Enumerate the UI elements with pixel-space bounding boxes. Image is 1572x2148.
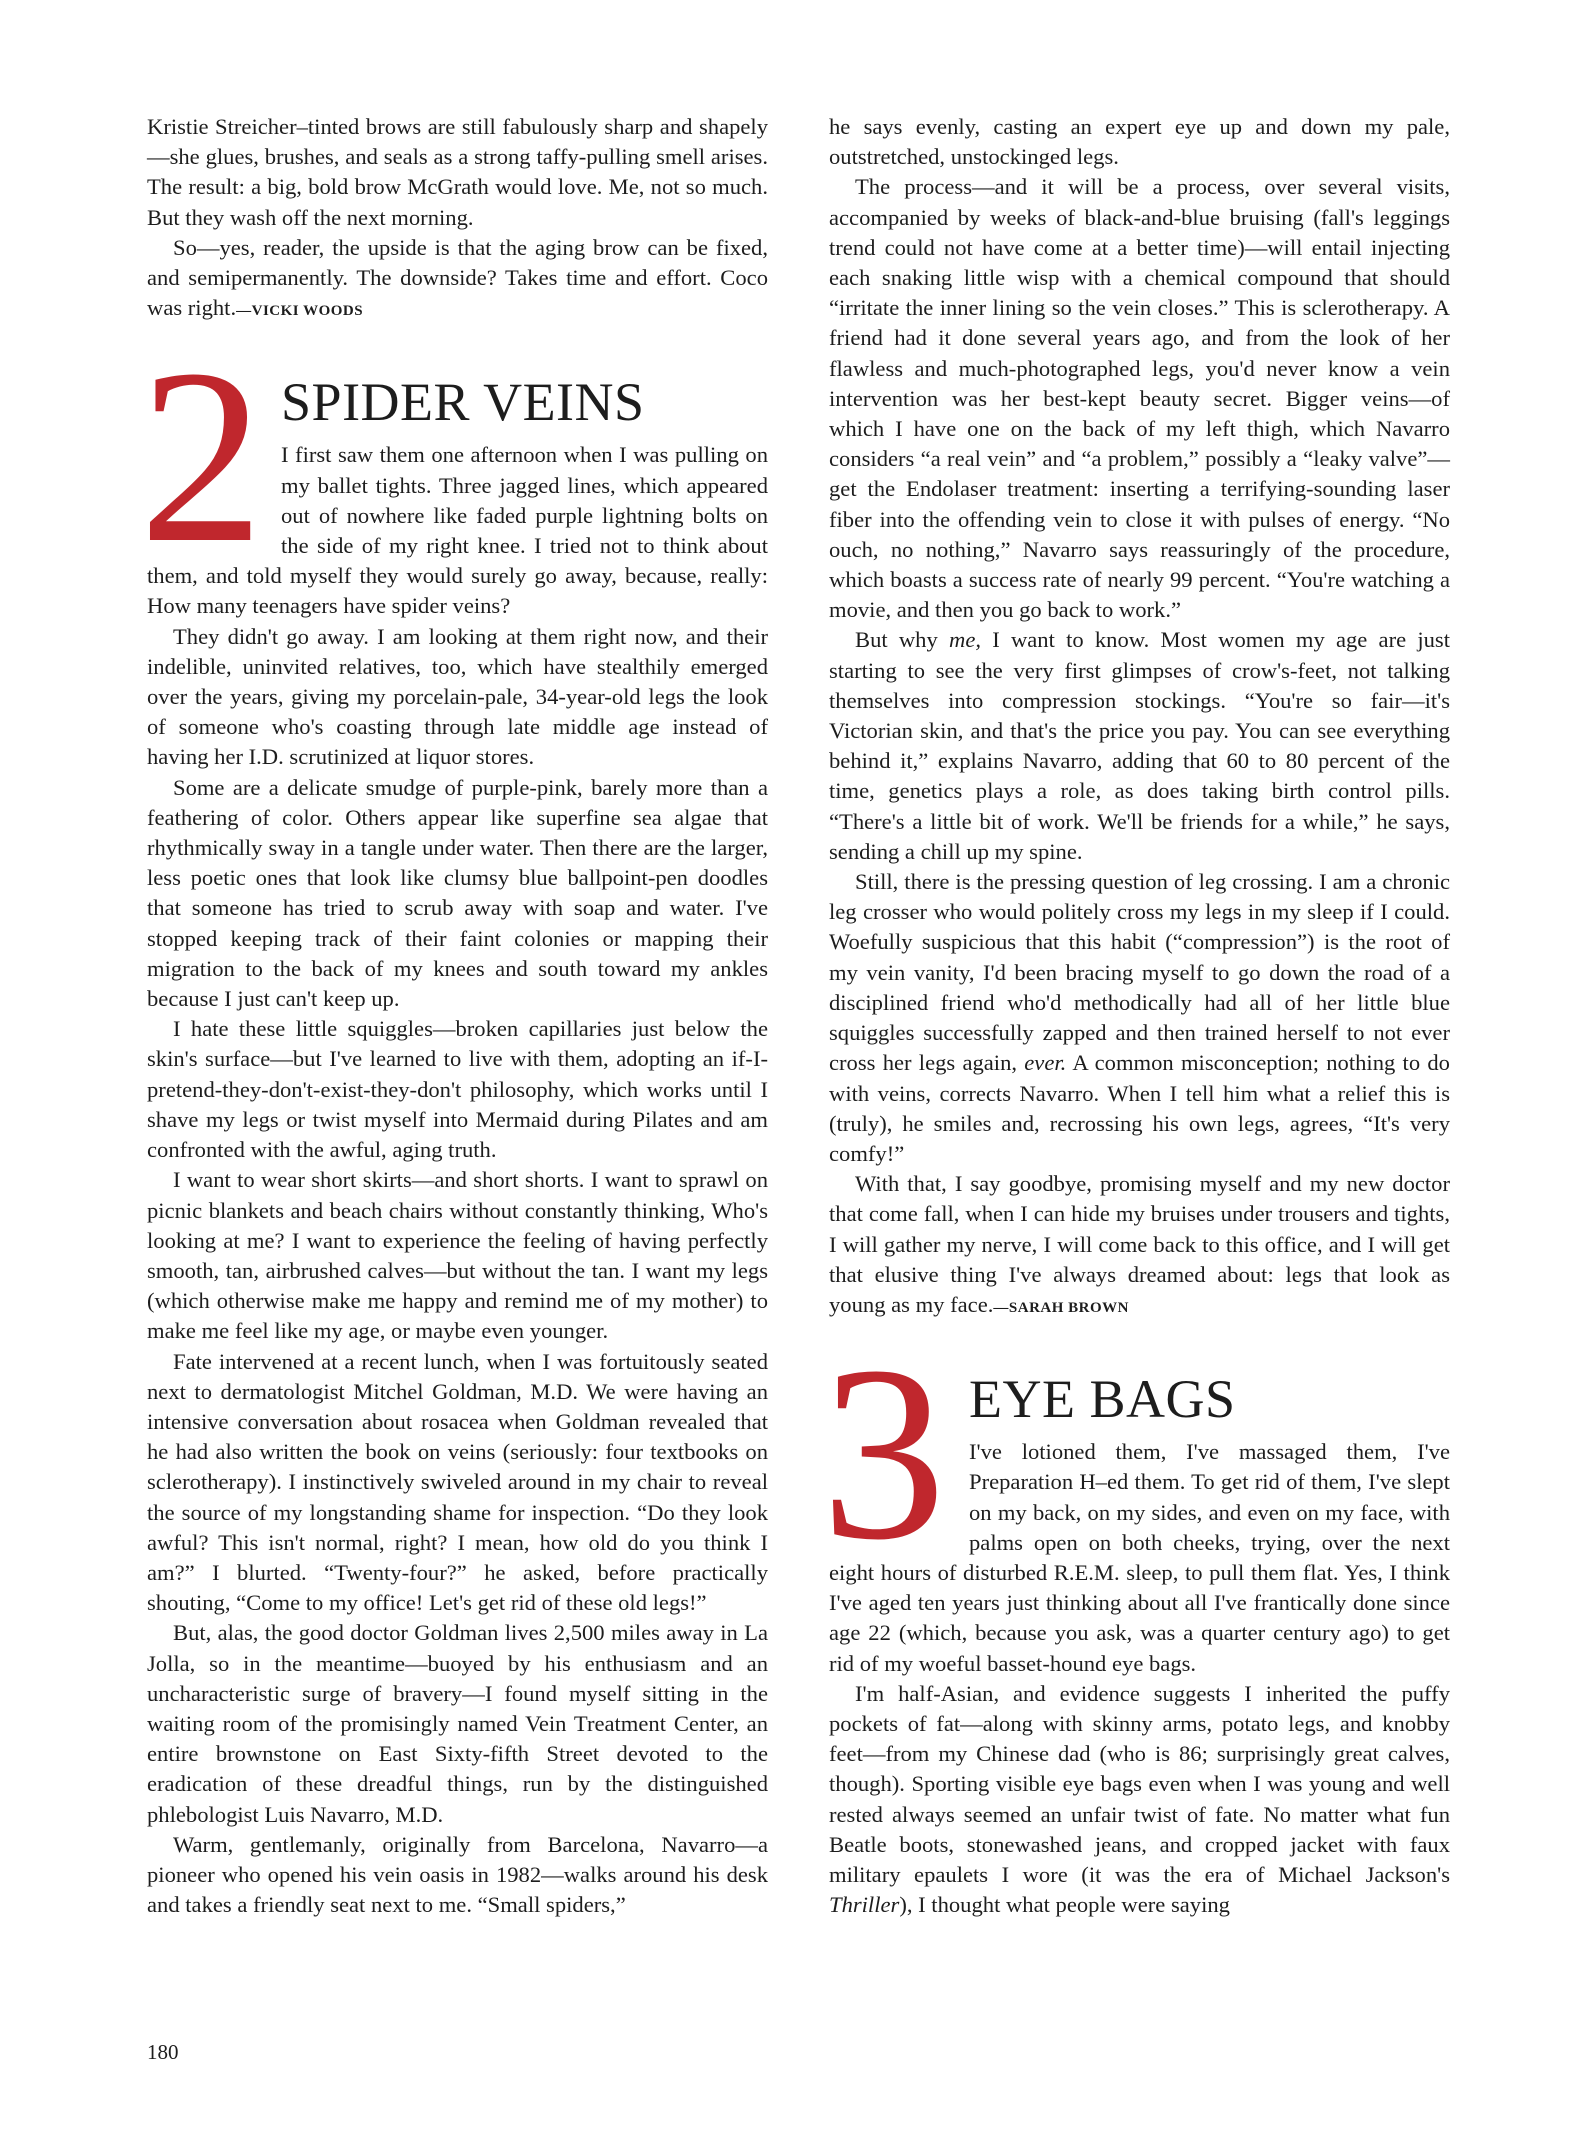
page-number: 180 xyxy=(147,2040,179,2064)
body-paragraph: With that, I say goodbye, promising myself and my new doctor that come fall, when I can hide my bruises under trousers and tights, I will gather my nerve, I will come back to this office, and I will get that elusive thing I've always dreamed about: legs that look as young as my face.—SARAH BROWN xyxy=(829,1171,1450,1317)
section-spider-veins xyxy=(139,318,768,1920)
body-paragraph: he says evenly, casting an expert eye up and down my pale, outstretched, unstockinged legs. xyxy=(829,114,1450,170)
byline: —VICKI WOODS xyxy=(236,303,364,320)
body-paragraph: I first saw them one afternoon when I was pulling on my ballet tights. Three jagged lines, which appeared out of nowhere like faded purple lightning bolts on the side of my right knee. I tried not to think about them, and told myself they would surely go away, because, really: How many teenagers have spider veins? xyxy=(147,442,768,619)
byline: —SARAH BROWN xyxy=(993,1299,1129,1316)
body-paragraph: Warm, gentlemanly, originally from Barcelona, Navarro—a pioneer who opened his vein oasis in 1982—walks around his desk and takes a friendly seat next to me. “Small spiders,” xyxy=(147,1831,768,1918)
section-number: 3 xyxy=(821,1315,946,1593)
right-column xyxy=(821,112,1450,1920)
intro-paragraph: So—yes, reader, the upside is that the aging brow can be fixed, and semipermanently. The downside? Takes time and effort. Coco was right.—VICKI WOODS xyxy=(147,234,768,321)
body-paragraph: I'm half-Asian, and evidence suggests I inherited the puffy pockets of fat—along with skinny arms, potato legs, and knobby feet—from my Chinese dad (who is 86; surprisingly great calves, though). Sporting visible eye bags even when I was young and well rested always seemed an unfair twist of fate. No matter what fun Beatle boots, stonewashed jeans, and cropped jacket with faux military epaulets I wore (it was the era of Michael Jackson's Thriller), I thought what people were saying xyxy=(829,1680,1450,1918)
body-paragraph: Some are a delicate smudge of purple-pink, barely more than a feathering of color. Others appear like superfine sea algae that rhythmically sway in a tangle under water. Then there are the larger, less poetic ones that look like clumsy blue ballpoint-pen doodles that someone has tried to scrub away with soap and water. I've stopped keeping track of their faint colonies or mapping their migration to the back of my knees and south toward my ankles because I just can't keep up. xyxy=(147,774,768,1012)
body-paragraph: Still, there is the pressing question of leg crossing. I am a chronic leg crosser who would politely cross my legs in my sleep if I could. Woefully suspicious that this habit (“compression”) is the root of my vein vanity, I'd been bracing myself to go down the road of a disciplined friend who'd methodically had all of her little blue squiggles successfully zapped and then trained herself to not ever cross her legs again, ever. A common misconception; nothing to do with veins, corrects Navarro. When I tell him what a relief this is (truly), he smiles and, recrossing his own legs, agrees, “It's very comfy!” xyxy=(829,869,1450,1166)
body-paragraph: Fate intervened at a recent lunch, when I was fortuitously seated next to dermatologist Mitchel Goldman, M.D. We were having an intensive conversation about rosacea when Goldman revealed that he had also written the book on veins (seriously: four textbooks on sclerotherapy). I instinctively swiveled around in my chair to reveal the source of my longstanding shame for inspection. “Do they look awful? This isn't normal, right? I mean, how old do you think I am?” I blurted. “Twenty-four?” he asked, before practically shouting, “Come to my office! Let's get rid of these old legs!” xyxy=(147,1348,768,1616)
section-title: EYE BAGS xyxy=(969,1369,1236,1430)
body-paragraph: I want to wear short skirts—and short shorts. I want to sprawl on picnic blankets and beach chairs without constantly thinking, Who's looking at me? I want to experience the feeling of having perfectly smooth, tan, airbrushed calves—but without the tan. I want my legs (which otherwise make me happy and remind me of my mother) to make me feel like my age, or maybe even younger. xyxy=(147,1167,768,1344)
intro-paragraph: Kristie Streicher–tinted brows are still fabulously sharp and shapely—she glues, brushes, and seals as a strong taffy-pulling smell arises. The result: a big, bold brow McGrath would love. Me, not so much. But they wash off the next morning. xyxy=(147,114,768,230)
body-paragraph: But why me, I want to know. Most women my age are just starting to see the very first glimpses of crow's-feet, not talking themselves into compression stockings. “You're so fair—it's Victorian skin, and that's the price you pay. You can see everything behind it,” explains Navarro, adding that 60 to 80 percent of the time, genetics plays a role, as does taking birth control pills. “There's a little bit of work. We'll be friends for a while,” he says, sending a chill up my spine. xyxy=(829,627,1450,864)
section-number: 2 xyxy=(139,318,264,596)
section-title: SPIDER VEINS xyxy=(281,372,645,433)
body-paragraph: The process—and it will be a process, over several visits, accompanied by weeks of black-and-blue bruising (fall's leggings trend could not have come at a better time)—will entail injecting each snaking little wisp with a chemical compound that should “irritate the inner lining so the vein closes.” This is sclerotherapy. A friend had it done several years ago, and from the look of her flawless and much-photographed legs, you'd never know a vein intervention was her best-kept beauty secret. Bigger veins—of which I have one on the back of my left thigh, which Navarro considers “a real vein” and “a problem,” possibly a “leaky valve”—get the Endolaser treatment: inserting a terrifying-sounding laser fiber into the offending vein to close it with pulses of energy. “No ouch, no nothing,” Navarro says reassuringly of the procedure, which boasts a success rate of nearly 99 percent. “You're watching a movie, and then you go back to work.” xyxy=(829,174,1450,623)
section-eye-bags xyxy=(821,1315,1450,1920)
body-paragraph: They didn't go away. I am looking at them right now, and their indelible, uninvited relatives, too, which have stealthily emerged over the years, giving my porcelain-pale, 34-year-old legs the look of someone who's coasting through late middle age instead of having her I.D. scrutinized at liquor stores. xyxy=(147,623,768,770)
body-paragraph: I hate these little squiggles—broken capillaries just below the skin's surface—but I've learned to live with them, adopting an if-I-pretend-they-don't-exist-they-don't philosophy, which works until I shave my legs or twist myself into Mermaid during Pilates and am confronted with the awful, aging truth. xyxy=(147,1016,768,1163)
body-paragraph: I've lotioned them, I've massaged them, I've Preparation H–ed them. To get rid of them, I've slept on my back, on my sides, and even on my face, with palms open on both cheeks, trying, over the next eight hours of disturbed R.E.M. sleep, to pull them flat. Yes, I think I've aged ten years just thinking about all I've frantically done since age 22 (which, because you ask, was a quarter century ago) to get rid of my woeful basset-hound eye bags. xyxy=(829,1439,1450,1676)
body-paragraph: But, alas, the good doctor Goldman lives 2,500 miles away in La Jolla, so in the meantime—buoyed by his enthusiasm and an uncharacteristic surge of bravery—I found myself sitting in the waiting room of the promisingly named Vein Treatment Center, an entire brownstone on East Sixty-fifth Street devoted to the eradication of these dreadful things, run by the distinguished phlebologist Luis Navarro, M.D. xyxy=(147,1620,768,1827)
left-column xyxy=(139,112,768,1920)
